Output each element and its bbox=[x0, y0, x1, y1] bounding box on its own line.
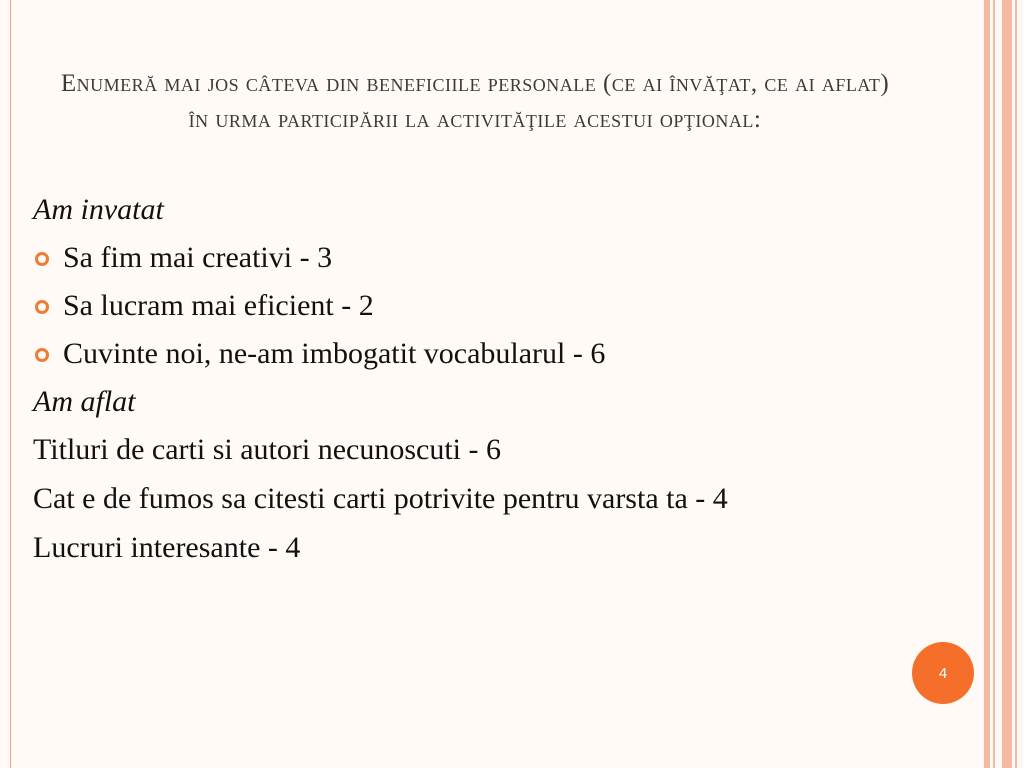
bullet-icon bbox=[35, 348, 49, 362]
right-stripes-decoration bbox=[982, 0, 1024, 768]
page-number-badge: 4 bbox=[912, 642, 974, 704]
list-item-text: Sa lucram mai eficient - 2 bbox=[63, 289, 374, 322]
list-item: Lucruri interesante - 4 bbox=[33, 531, 301, 564]
list-item bbox=[33, 234, 913, 282]
list-item-text: Cuvinte noi, ne-am imbogatit vocabularul - 6 bbox=[63, 337, 606, 370]
list-item: Cat e de fumos sa citesti carti potrivite pentru varsta ta - 4 bbox=[33, 482, 728, 515]
bullet-icon bbox=[35, 300, 49, 314]
slide-title: Enumeră mai jos câteva din beneficiile personale (ce ai învăţat, ce ai aflat) în urma participării la activităţile acestui opţional: bbox=[60, 70, 890, 133]
list-item-text: Sa fim mai creativi - 3 bbox=[63, 241, 333, 274]
list-item bbox=[33, 330, 913, 378]
section-heading-learned: Am invatat bbox=[33, 193, 164, 226]
list-item: Titluri de carti si autori necunoscuti - 6 bbox=[33, 433, 501, 466]
section-heading-found: Am aflat bbox=[33, 385, 136, 418]
left-border-decoration bbox=[0, 0, 11, 768]
slide-content bbox=[33, 186, 913, 572]
bullet-icon bbox=[35, 252, 49, 266]
list-item bbox=[33, 282, 913, 330]
